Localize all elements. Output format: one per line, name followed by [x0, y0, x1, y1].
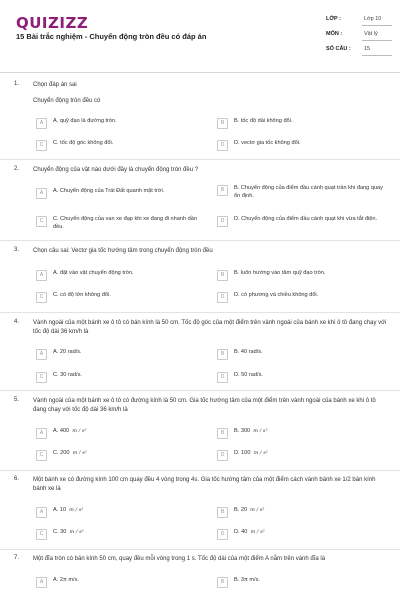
option-d[interactable]: [217, 139, 369, 153]
meta-subject-label: MÔN :: [326, 31, 343, 37]
option-a[interactable]: [36, 576, 188, 590]
option-value: C. 30: [53, 529, 67, 535]
question-text: Vành ngoài của một bánh xe ô tô có bán kính là 50 cm. Tốc độ góc của một điểm trên vành ngoài của bánh xe khi ô tô đang chạy với tốc độ dài 36 km/h là: [33, 320, 387, 335]
option-letter-box: B: [217, 507, 228, 518]
question-text: Chuyển động của vật nào dưới đây là chuyển động tròn đều ?: [33, 167, 199, 173]
option-letter-box: D: [217, 529, 228, 540]
option-c[interactable]: [36, 139, 188, 153]
page-title: 15 Bài trắc nghiệm - Chuyển động tròn đều có đáp án: [16, 32, 207, 41]
question-separator: [0, 159, 400, 160]
option-letter-box: D: [217, 292, 228, 303]
option-letter-box: A: [36, 507, 47, 518]
question-separator: [0, 240, 400, 241]
option-value: A. 400: [53, 428, 70, 434]
option-letter-box: B: [217, 428, 228, 439]
option-letter-box: A: [36, 118, 47, 129]
option-text: A. 2π m/s.: [53, 577, 79, 583]
option-letter-box: D: [217, 140, 228, 151]
option-text: B. 3π m/s.: [234, 577, 260, 583]
option-letter-box: C: [36, 372, 47, 383]
option-letter-box: A: [36, 428, 47, 439]
option-b[interactable]: [217, 576, 369, 590]
question-text: Chọn câu sai: Vectơ gia tốc hướng tâm trong chuyển động tròn đều: [33, 248, 213, 254]
question-separator: [0, 549, 400, 550]
unit-label: m / s²: [69, 529, 84, 535]
option-c[interactable]: [36, 371, 188, 385]
option-text: [53, 428, 203, 436]
option-text: A. đặt vào vật chuyển động tròn.: [53, 270, 134, 276]
question-subtext: Chuyển động tròn đều có: [33, 98, 101, 104]
unit-label: m / s²: [253, 428, 268, 434]
option-a[interactable]: [36, 187, 188, 201]
option-text: C. tốc độ góc không đổi.: [53, 140, 114, 146]
option-text: D. Chuyển động của điểm đầu cánh quạt khi vừa tắt điện.: [234, 216, 378, 222]
question-number: 4.: [14, 319, 20, 325]
option-value: D. 100: [234, 450, 251, 456]
option-text: A. Chuyển động của Trái Đất quanh mặt trời.: [53, 188, 165, 194]
option-value: A. 10: [53, 507, 67, 513]
unit-label: m / s²: [69, 507, 84, 513]
header-divider: [0, 72, 400, 73]
question-separator: [0, 312, 400, 313]
question-separator: [0, 470, 400, 471]
option-text: B. luôn hướng vào tâm quỹ đạo tròn.: [234, 270, 326, 276]
option-c[interactable]: [36, 528, 188, 542]
unit-label: m / s²: [250, 507, 265, 513]
meta-count-value: 15: [364, 46, 371, 52]
option-b[interactable]: [217, 427, 369, 441]
question-number: 6.: [14, 476, 20, 482]
option-b[interactable]: [217, 117, 369, 131]
option-a[interactable]: [36, 348, 188, 362]
question-number: 7.: [14, 555, 20, 561]
option-text: A. quỹ đạo là đường tròn.: [53, 118, 117, 124]
unit-label: m / s²: [72, 428, 87, 434]
option-value: D. 40: [234, 529, 248, 535]
option-d[interactable]: [217, 215, 378, 229]
question-number: 3.: [14, 247, 20, 253]
unit-label: m / s²: [250, 529, 265, 535]
unit-label: m / s²: [72, 450, 87, 456]
option-c[interactable]: [36, 215, 197, 230]
option-letter-box: A: [36, 188, 47, 199]
option-text: [234, 529, 384, 537]
option-text: [234, 428, 384, 436]
quizizz-logo: QUIZIZZ: [16, 14, 89, 32]
question-number: 1.: [14, 81, 20, 87]
option-b[interactable]: [217, 269, 369, 283]
option-letter-box: C: [36, 140, 47, 151]
option-a[interactable]: [36, 117, 188, 131]
option-value: B. 300: [234, 428, 251, 434]
option-letter-box: A: [36, 349, 47, 360]
option-text: B. Chuyển động của điểm đầu cánh quạt trần khi đang quay ổn định.: [234, 185, 383, 199]
option-letter-box: B: [217, 185, 228, 196]
option-text: A. 20 rad/s.: [53, 349, 82, 355]
option-letter-box: A: [36, 270, 47, 281]
question-text: Vành ngoài của một bánh xe ô tô có đường kính là 50 cm. Gia tốc hướng tâm của một điểm trên vành ngoài của bánh xe khi ô tô đang chạy với tốc độ dài 36 km/h là: [33, 398, 376, 413]
option-text: C. Chuyển động của van xe đạp khi xe đang đi nhanh dần đều.: [53, 216, 197, 230]
option-letter-box: B: [217, 349, 228, 360]
option-letter-box: D: [217, 216, 228, 227]
option-text: [53, 450, 203, 458]
question-number: 2.: [14, 166, 20, 172]
option-text: B. tốc độ dài không đổi.: [234, 118, 293, 124]
option-d[interactable]: [217, 449, 369, 463]
option-text: D. 50 rad/s.: [234, 372, 263, 378]
option-text: [234, 507, 384, 515]
option-b[interactable]: [217, 506, 369, 520]
option-text: D. vectơ gia tốc không đổi.: [234, 140, 301, 146]
option-d[interactable]: [217, 528, 369, 542]
option-letter-box: D: [217, 372, 228, 383]
option-letter-box: C: [36, 450, 47, 461]
question-separator: [0, 390, 400, 391]
option-a[interactable]: [36, 506, 188, 520]
option-value: B. 20: [234, 507, 248, 513]
question-text: Một đĩa tròn có bán kính 50 cm, quay đều mỗi vòng trong 1 s. Tốc độ dài của một điểm A nằm trên vành đĩa là: [33, 556, 326, 562]
option-text: [53, 507, 203, 515]
option-text: B. 40 rad/s.: [234, 349, 263, 355]
option-text: D. có phương và chiều không đổi.: [234, 292, 319, 298]
option-b[interactable]: [217, 184, 383, 199]
question-text: Chọn đáp án sai: [33, 82, 77, 88]
option-letter-box: B: [217, 270, 228, 281]
option-c[interactable]: [36, 291, 188, 305]
meta-class-label: LỚP :: [326, 16, 341, 22]
option-letter-box: B: [217, 577, 228, 588]
option-d[interactable]: [217, 371, 369, 385]
meta-count-label: SỐ CÂU :: [326, 46, 351, 52]
option-letter-box: C: [36, 292, 47, 303]
option-letter-box: B: [217, 118, 228, 129]
question-number: 5.: [14, 397, 20, 403]
option-d[interactable]: [217, 291, 369, 305]
option-letter-box: C: [36, 216, 47, 227]
question-text: Một bánh xe có đường kính 100 cm quay đều 4 vòng trong 4s. Gia tốc hướng tâm của một điểm cách vành bánh xe 1/2 bán kính bánh xe là: [33, 477, 376, 492]
option-text: C. 30 rad/s.: [53, 372, 82, 378]
meta-subject-value: Vật lý: [364, 31, 378, 37]
option-c[interactable]: [36, 449, 188, 463]
unit-label: m / s²: [253, 450, 268, 456]
option-letter-box: C: [36, 529, 47, 540]
option-a[interactable]: [36, 269, 188, 283]
option-letter-box: D: [217, 450, 228, 461]
option-value: C. 200: [53, 450, 70, 456]
option-a[interactable]: [36, 427, 188, 441]
option-text: C. có độ lớn không đổi.: [53, 292, 111, 298]
option-text: [53, 529, 203, 537]
option-text: [234, 450, 384, 458]
option-b[interactable]: [217, 348, 369, 362]
meta-class-value: Lớp 10: [364, 16, 382, 22]
page-header: [0, 0, 400, 62]
option-letter-box: A: [36, 577, 47, 588]
